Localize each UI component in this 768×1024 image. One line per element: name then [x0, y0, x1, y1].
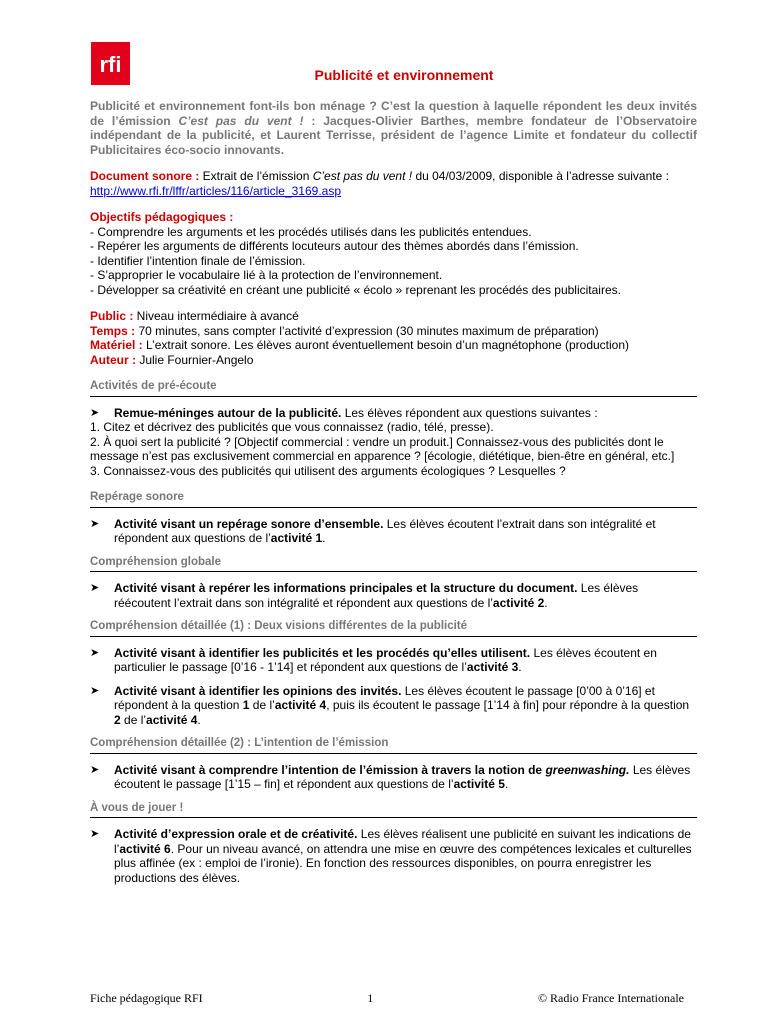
meta-temps-label: Temps : — [90, 323, 136, 338]
activity-ref: activité 2 — [492, 595, 545, 610]
document-link[interactable]: http://www.rfi.fr/lffr/articles/116/article_3169.asp — [90, 183, 341, 198]
meta-materiel-label: Matériel : — [90, 338, 143, 352]
intro-text-end: : Jacques-Olivier Barthes, membre fondateur de l’Observatoire indépendant de la publicité, et Laurent Terrisse, président de l’agence Limite et fondateur du collectif Publicitaires éco-socio innovants. — [90, 113, 698, 157]
meta-auteur — [90, 353, 697, 368]
activity-title: Activité visant à identifier les opinions des invités. — [114, 683, 402, 698]
objectif-item: - Comprendre les arguments et les procédés utilisés dans les publicités entendues. — [90, 224, 532, 239]
activity-text — [114, 581, 697, 610]
activity-text — [114, 827, 697, 885]
arrow-bullet-icon: ➤ — [90, 406, 100, 419]
page-title: Publicité et environnement — [314, 67, 494, 83]
activity-end: . — [504, 777, 509, 791]
activity-title: Activité visant un repérage sonore d’ensemble. — [114, 516, 384, 531]
activity-item — [90, 581, 697, 610]
arrow-bullet-icon: ➤ — [90, 828, 100, 840]
meta-temps-value: 70 minutes, sans compter l’activité d’expression (30 minutes maximum de préparation) — [135, 323, 599, 338]
activity-item — [90, 763, 697, 792]
page-footer — [90, 991, 684, 1006]
activity-description: Les élèves écoutent en particulier le passage [0’16 - 1’14] et répondent aux questions de l’ — [114, 645, 657, 674]
activity-title: Activité visant à repérer les informations principales et la structure du document. — [114, 581, 578, 595]
meta-auteur-label: Auteur : — [90, 352, 136, 367]
activity-text — [114, 763, 697, 792]
document-text-2: du 04/03/2009, disponible à l’adresse suivante : — [412, 169, 669, 183]
activity-text — [114, 684, 697, 728]
intro-show-name: C’est pas du vent ! — [178, 113, 304, 128]
activity-title: Activité visant à identifier les publicités et les procédés qu’elles utilisent. — [114, 645, 531, 660]
objectif-item: - S’approprier le vocabulaire lié à la protection de l’environnement. — [90, 268, 443, 282]
footer-left: Fiche pédagogique RFI — [90, 991, 203, 1005]
activity-description: de l’ — [120, 712, 147, 727]
activity-item — [90, 646, 697, 675]
activity-ref: activité 5 — [453, 777, 505, 791]
activity-description: . Pour un niveau avancé, on attendra une mise en œuvre des compétences lexicales et culturelles plus affinée (ex : emploi de l’ironie). En fonction des ressources disponibles, on pourra enregistrer les productions des élèves. — [114, 841, 692, 885]
activity-description: , puis ils écoutent le passage [1’14 à fin] pour répondre à la question — [326, 698, 690, 712]
activity-description: Les élèves réalisent une publicité en suivant les indications de l’ — [114, 827, 691, 856]
activity-end: . — [544, 595, 548, 610]
meta-block — [90, 309, 697, 367]
question-item: 2. À quoi sert la publicité ? [Objectif commercial : vendre un produit.] Connaissez-vous des publicités dont le message n’est pas exclusivement commercial en apparence ? [écologie, diététique, bien-être en général, etc.] — [90, 434, 675, 463]
activity-description: Les élèves réécoutent l’extrait dans son intégralité et répondent aux questions de l’ — [114, 581, 639, 610]
section-heading-comprehension-detaillee-1: Compréhension détaillée (1) : Deux visions différentes de la publicité — [90, 619, 697, 637]
activity-title: Remue-méninges autour de la publicité. — [114, 405, 342, 420]
section-heading-a-vous-de-jouer: À vous de jouer ! — [90, 801, 697, 819]
document-sonore — [90, 169, 697, 198]
meta-public-value: Niveau intermédiaire à avancé — [133, 309, 299, 323]
activity-item — [90, 827, 697, 885]
activity-title: Activité visant à comprendre l’intention de l’émission à travers la notion de — [114, 762, 546, 777]
activity-text — [114, 646, 697, 675]
arrow-bullet-icon: ➤ — [90, 763, 100, 776]
footer-copyright: © Radio France Internationale — [537, 991, 684, 1005]
question-number: 1 — [242, 698, 250, 712]
activity-end: . — [518, 660, 522, 674]
activity-ref: activité 4 — [146, 712, 198, 727]
activity-keyword: greenwashing. — [545, 762, 630, 777]
svg-text:rfi: rfi — [99, 52, 122, 77]
meta-materiel — [90, 338, 697, 353]
activity-item — [90, 684, 697, 728]
section-heading-reperage: Repérage sonore — [90, 490, 697, 508]
activity-item — [90, 406, 697, 421]
objectif-item: - Développer sa créativité en créant une publicité « écolo » reprenant les procédés des publicitaires. — [90, 282, 621, 297]
arrow-bullet-icon: ➤ — [90, 684, 100, 697]
question-item: 3. Connaissez-vous des publicités qui utilisent des arguments écologiques ? Lesquelles ? — [90, 463, 566, 478]
section-pre-ecoute — [90, 406, 697, 479]
objectifs-label: Objectifs pédagogiques : — [90, 210, 234, 224]
section-heading-pre-ecoute: Activités de pré-écoute — [90, 379, 697, 397]
meta-temps — [90, 324, 697, 339]
arrow-bullet-icon: ➤ — [90, 517, 100, 530]
activity-ref: activité 1 — [270, 531, 323, 545]
activity-text — [114, 406, 697, 421]
objectif-item: - Repérer les arguments de différents locuteurs autour des thèmes abordés dans l’émission. — [90, 239, 579, 253]
activity-text — [114, 517, 697, 546]
objectif-item: - Identifier l’intention finale de l’émission. — [90, 253, 306, 268]
activity-description: Les élèves écoutent le passage [0’00 à 0’16] et répondent à la question — [114, 683, 655, 712]
section-heading-comprehension-globale: Compréhension globale — [90, 555, 697, 573]
intro-paragraph — [90, 99, 697, 157]
meta-public — [90, 309, 697, 324]
document-label: Document sonore : — [90, 169, 200, 183]
activity-description: Les élèves écoutent l’extrait dans son intégralité et répondent aux questions de l’ — [114, 516, 656, 545]
document-text: Extrait de l’émission — [199, 169, 313, 183]
activity-description: Les élèves répondent aux questions suivantes : — [341, 405, 598, 420]
activity-end: . — [197, 712, 201, 727]
meta-auteur-value: Julie Fournier-Angelo — [136, 352, 254, 367]
activity-ref: activité 3 — [466, 660, 519, 674]
activity-description: Les élèves écoutent le passage [1’15 – fin] et répondent aux questions de l’ — [114, 762, 691, 791]
question-number: 2 — [114, 712, 121, 727]
document-show-name: C’est pas du vent ! — [312, 169, 413, 183]
meta-public-label: Public : — [90, 309, 134, 323]
arrow-bullet-icon: ➤ — [90, 646, 100, 659]
activity-ref: activité 4 — [274, 698, 327, 712]
question-item: 1. Citez et décrivez des publicités que vous connaissez (radio, télé, presse). — [90, 420, 494, 434]
activity-description: de l’ — [249, 698, 275, 712]
objectifs-block — [90, 210, 697, 297]
activity-item — [90, 517, 697, 546]
arrow-bullet-icon: ➤ — [90, 582, 100, 594]
activity-title: Activité d’expression orale et de créativité. — [114, 827, 358, 841]
activity-end: . — [322, 531, 326, 545]
page-number: 1 — [367, 991, 374, 1005]
document-body — [90, 99, 697, 894]
activity-ref: activité 6 — [119, 841, 171, 856]
meta-materiel-value: L’extrait sonore. Les élèves auront éventuellement besoin d’un magnétophone (production) — [142, 338, 630, 352]
section-heading-comprehension-detaillee-2: Compréhension détaillée (2) : L’intention de l’émission — [90, 736, 697, 754]
intro-text: Publicité et environnement font-ils bon ménage ? C’est la question à laquelle répondent les deux invités de l’émission — [90, 99, 697, 128]
